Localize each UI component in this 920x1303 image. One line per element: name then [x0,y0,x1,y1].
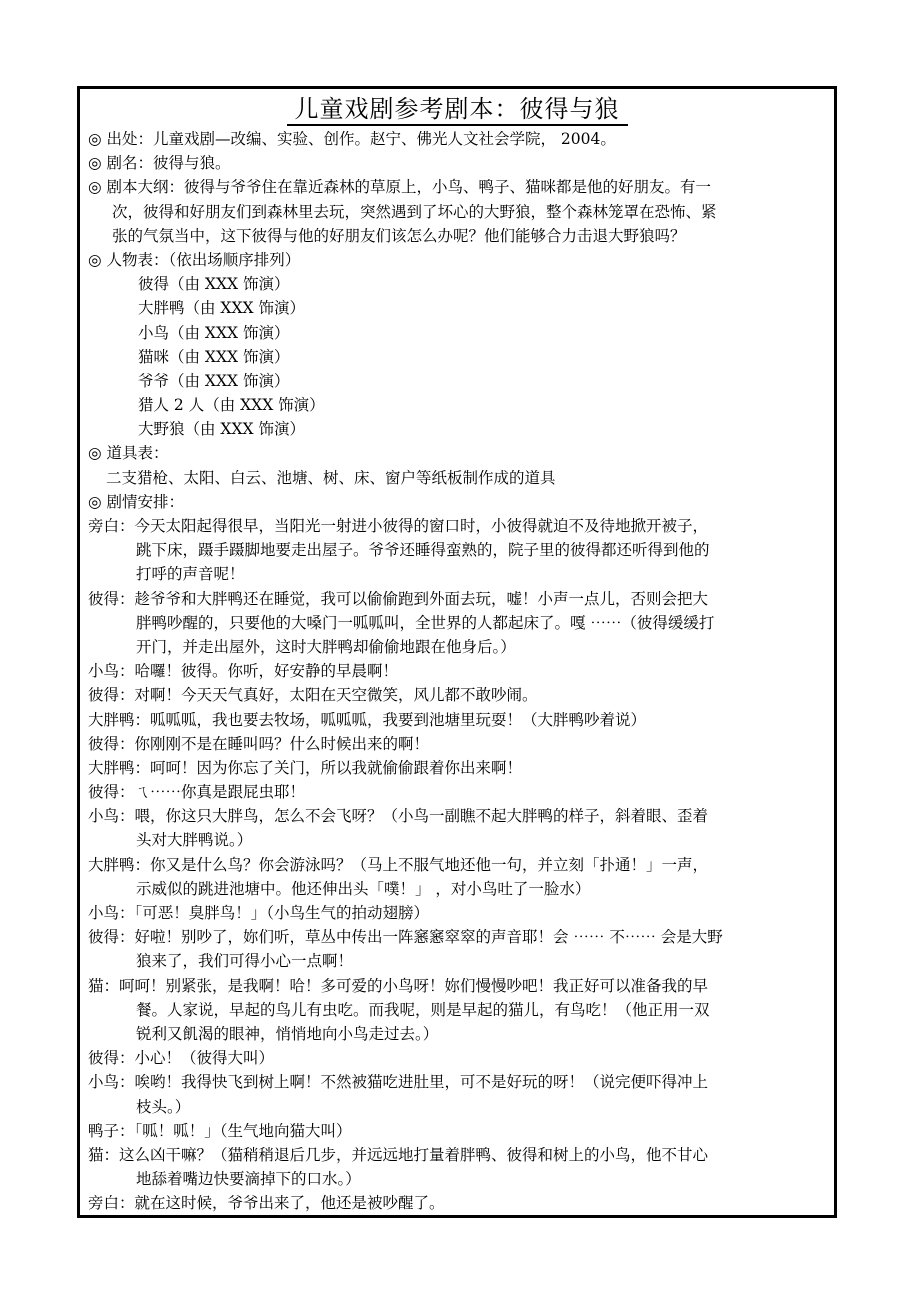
text-line: 彼得：ㄟ⋯⋯你真是跟屁虫耶！ [88,783,306,802]
page-title [80,93,834,125]
text-line: ◎ 出处：儿童戏剧—改编、实验、创作。赵宁、佛光人文社会学院， 2004。 [88,130,616,148]
text-line: ◎ 剧本大纲：彼得与爷爷住在靠近森林的草原上，小鸟、鸭子、猫咪都是他的好朋友。有一 [88,178,711,197]
text-line: 地舔着嘴边快要滴掉下的口水。） [136,1170,361,1189]
text-line: 小鸟（由 XXX 饰演） [138,323,290,342]
text-line: 打呼的声音呢！ [136,565,245,584]
text-line: 彼得（由 XXX 饰演） [138,275,290,294]
text-line: 旁白：今天太阳起得很早，当阳光一射进小彼得的窗口时，小彼得就迫不及待地掀开被子， [88,517,709,535]
text-line: 彼得：小心！（彼得大叫） [88,1049,275,1068]
text-line: 次，彼得和好朋友们到森林里去玩，突然遇到了坏心的大野狼，整个森林笼罩在恐怖、紧 [112,202,717,221]
text-line: ◎ 剧情安排： [88,492,184,511]
text-line: 跳下床，蹑手蹑脚地要走出屋子。爷爷还睡得蛮熟的，院子里的彼得都还听得到他的 [136,541,710,560]
text-line: 狼来了，我们可得小心一点啊！ [136,952,354,971]
text-line: 小鸟：喂，你这只大胖鸟，怎么不会飞呀？（小鸟一副瞧不起大胖鸭的样子，斜着眼、歪着 [88,807,709,826]
text-line: 猫咪（由 XXX 饰演） [138,347,290,366]
text-line: 餐。人家说，早起的鸟儿有虫吃。而我呢，则是早起的猫儿，有鸟吃！（他正用一双 [136,1000,710,1019]
text-line: 爷爷（由 XXX 饰演） [138,371,290,390]
text-line: 胖鸭吵醒的，只要他的大嗓门一呱呱叫，全世界的人都起床了。嘎 ⋯⋯（彼得缓缓打 [136,613,715,632]
text-line: ◎ 人物表：（依出场顺序排列） [88,250,301,269]
text-line: 猫：呵呵！别紧张，是我啊！哈！多可爱的小鸟呀！妳们慢慢吵吧！我正好可以准备我的早 [88,976,709,995]
text-line: 大胖鸭：你又是什么鸟？你会游泳吗？（马上不服气地还他一句，并立刻「扑通！」一声， [88,855,709,874]
text-line: 大胖鸭（由 XXX 饰演） [138,299,305,318]
text-line: 小鸟：唉哟！我得快飞到树上啊！不然被猫吃进肚里，可不是好玩的呀！（说完便吓得冲上 [88,1073,709,1092]
text-line: 锐利又飢渴的眼神，悄悄地向小鸟走过去。） [136,1024,439,1043]
script-body [88,127,828,1215]
text-line: 鸭子：「呱！呱！」（生气地向猫大叫） [88,1121,352,1140]
document-frame [77,86,837,1218]
text-line: ◎ 剧名：彼得与狼。 [88,154,231,173]
text-line: 猫：这么凶干嘛？（猫稍稍退后几步，并远远地打量着胖鸭、彼得和树上的小鸟，他不甘心 [88,1145,709,1164]
text-line: 彼得：对啊！今天天气真好，太阳在天空微笑，风儿都不敢吵闹。 [88,686,538,705]
text-line: 彼得：趁爷爷和大胖鸭还在睡觉，我可以偷偷跑到外面去玩，嘘！小声一点儿，否则会把大 [88,589,709,608]
text-line: 二支猎枪、太阳、白云、池塘、树、床、窗户等纸板制作成的道具 [106,468,556,487]
text-line: ◎ 道具表： [88,444,169,463]
text-line: 小鸟：「可恶！臭胖鸟！」（小鸟生气的拍动翅膀） [88,904,430,922]
text-line: 枝头。） [136,1097,191,1116]
text-line: 示威似的跳进池塘中。他还伸出头「噗！」 ，对小鸟吐了一脸水） [136,879,591,898]
page-title-text: 儿童戏剧参考剧本：彼得与狼 [287,95,628,126]
text-line: 猎人 2 人（由 XXX 饰演） [138,396,325,415]
text-line: 彼得：好啦！别吵了，妳们听，草丛中传出一阵窸窸窣窣的声音耶！会 ⋯⋯ 不⋯⋯ 会是大野 [88,928,723,947]
text-line: 大胖鸭：呵呵！因为你忘了关门，所以我就偷偷跟着你出来啊！ [88,758,523,777]
text-line: 大野狼（由 XXX 饰演） [138,420,305,439]
text-line: 大胖鸭：呱呱呱，我也要去牧场，呱呱呱，我要到池塘里玩耍！（大胖鸭吵着说） [88,710,647,729]
text-line: 小鸟：哈囉！彼得。你听，好安静的早晨啊！ [88,662,399,681]
text-line: 开门，并走出屋外，这时大胖鸭却偷偷地跟在他身后。） [136,637,516,656]
text-line: 头对大胖鸭说。） [136,831,253,850]
text-line: 张的气氛当中，这下彼得与他的好朋友们该怎么办呢？他们能够合力击退大野狼吗？ [112,226,686,245]
text-line: 彼得：你刚刚不是在睡叫吗？什么时候出来的啊！ [88,734,430,753]
text-line: 旁白：就在这时候，爷爷出来了，他还是被吵醒了。 [88,1194,445,1213]
